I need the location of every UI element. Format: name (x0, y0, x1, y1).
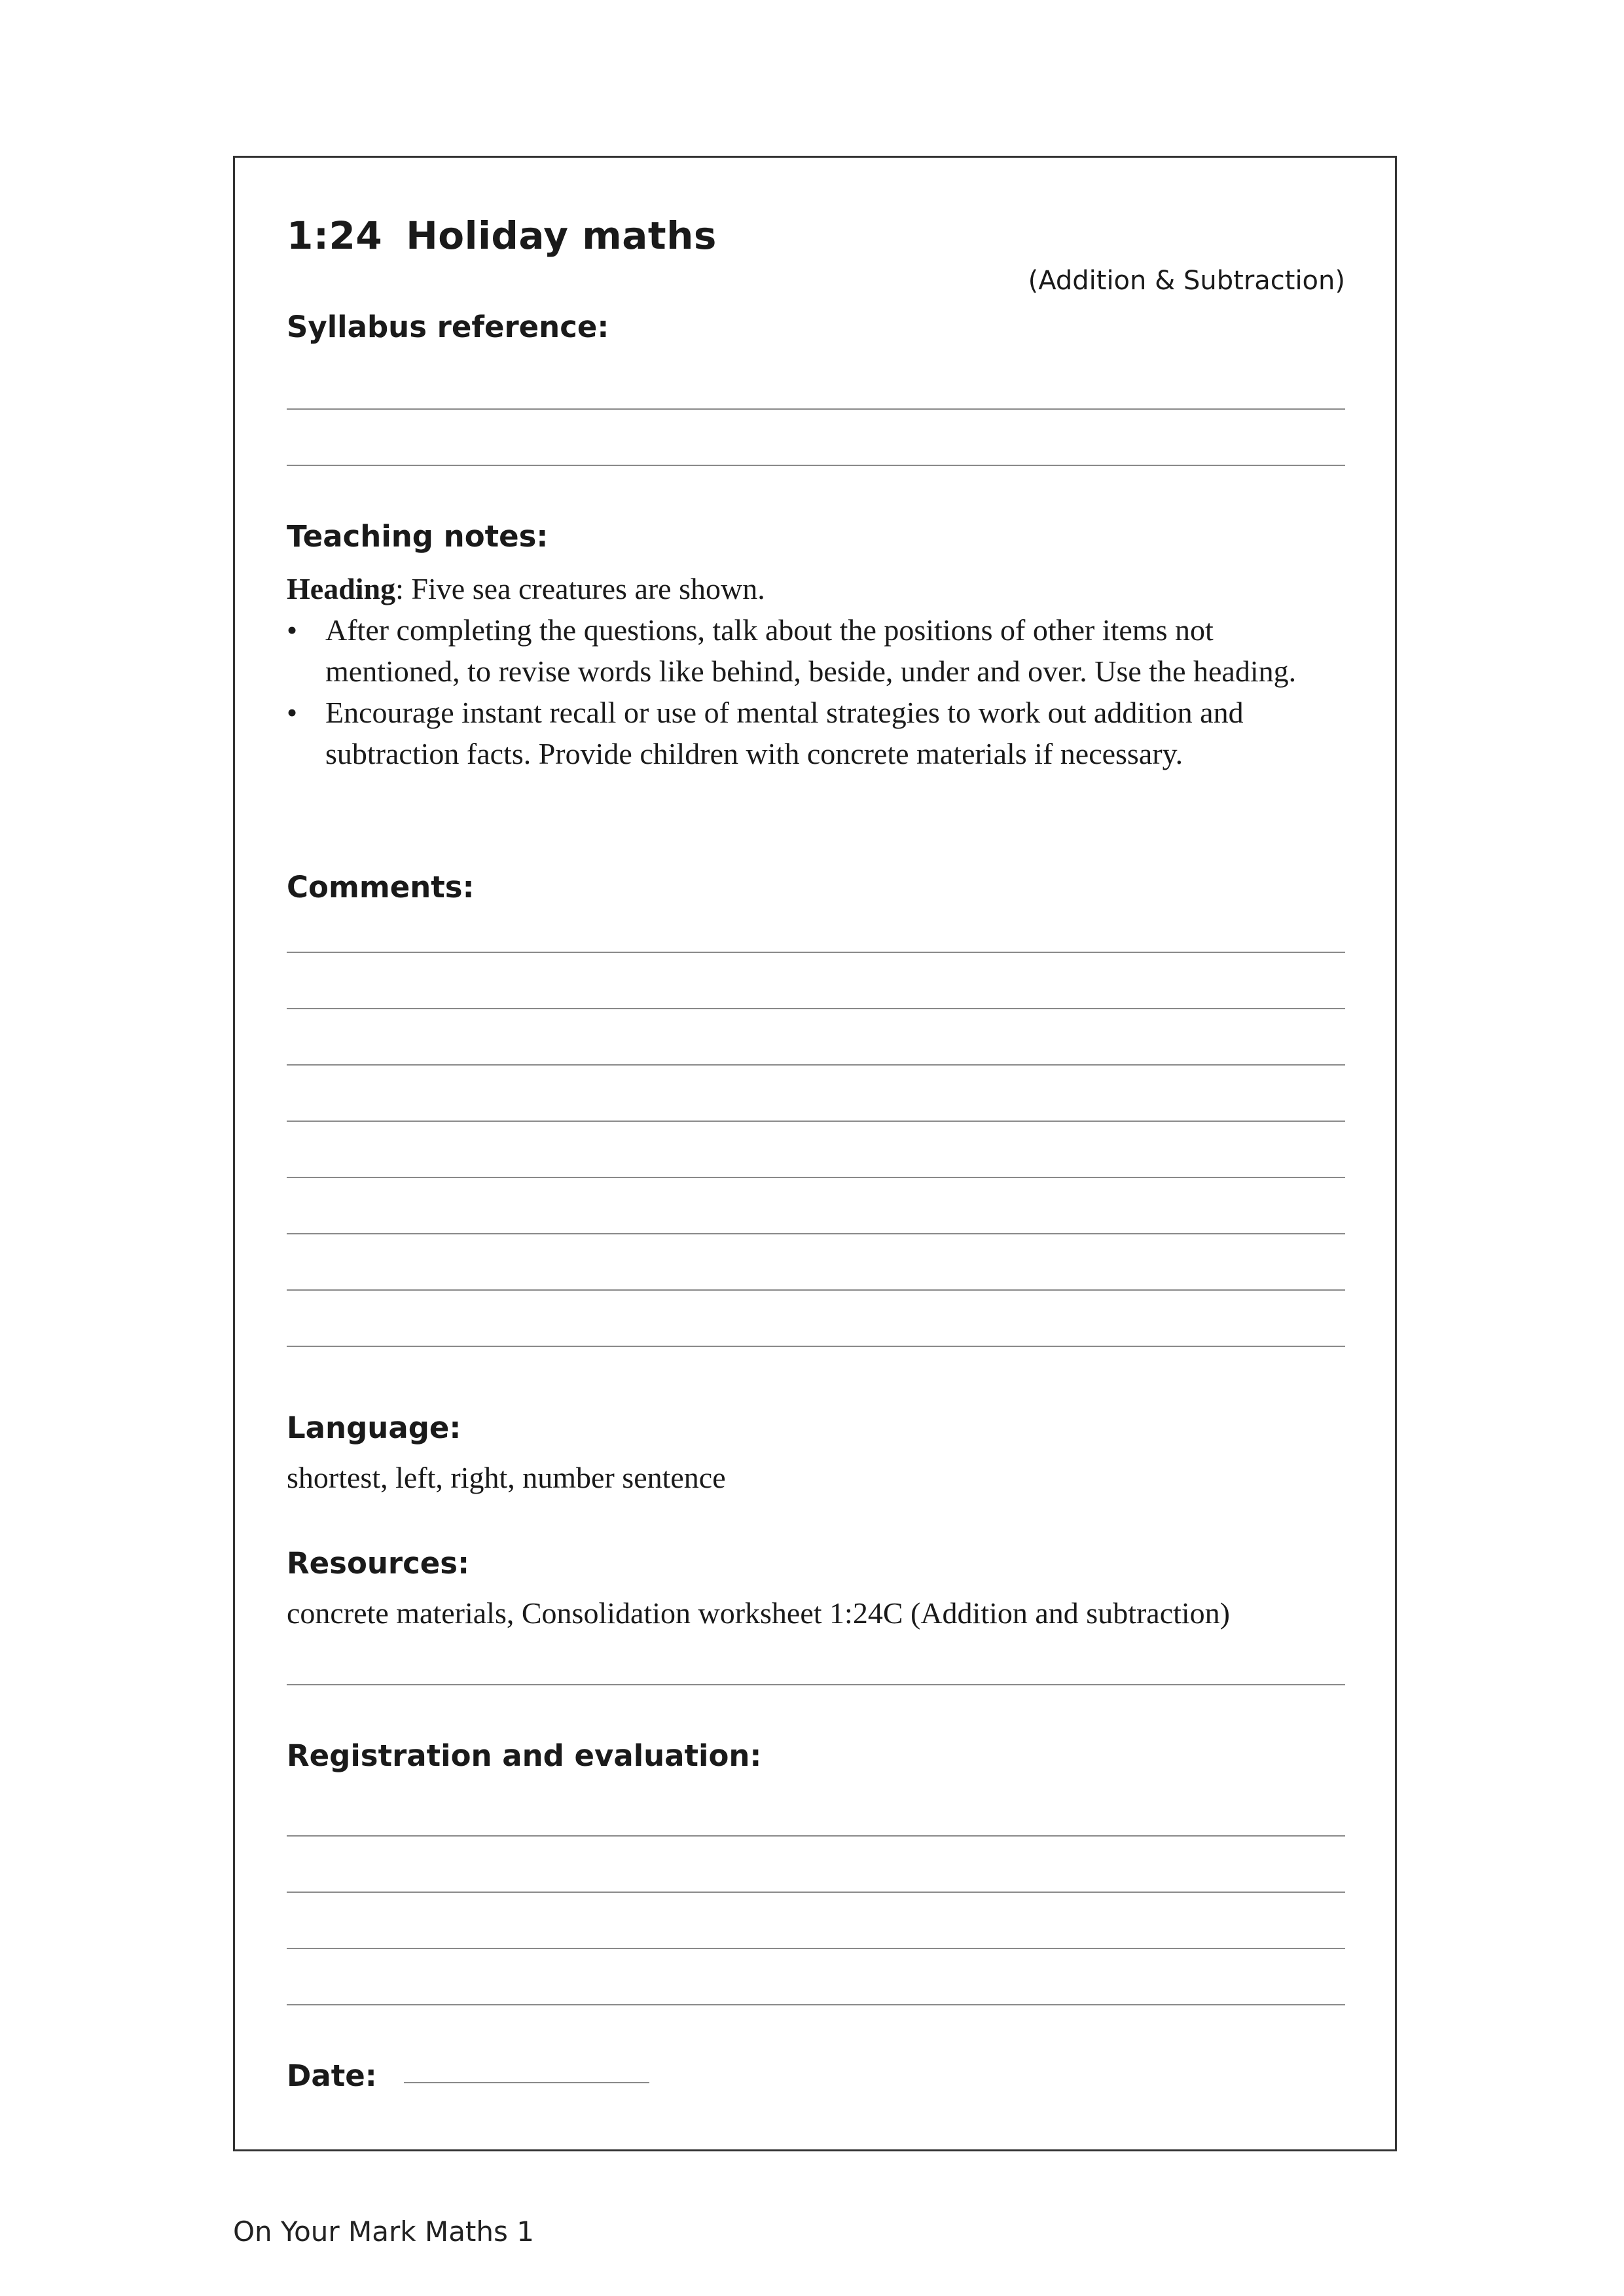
page-footer: On Your Mark Maths 1 (233, 2215, 534, 2248)
comments-heading: Comments: (287, 870, 475, 905)
list-item (287, 692, 1345, 774)
language-text: shortest, left, right, number sentence (287, 1461, 726, 1494)
date-writing-line[interactable] (404, 2082, 649, 2083)
list-item (287, 609, 1345, 692)
language-heading: Language: (287, 1410, 461, 1445)
bullet-icon: • (287, 613, 298, 647)
resources-text: concrete materials, Consolidation worksheet 1:24C (Addition and subtraction) (287, 1596, 1231, 1630)
teaching-notes-body (287, 568, 1345, 774)
list-item-text: After completing the questions, talk about the positions of other items not mentioned, to revise words like behind, beside, under and over. Use the heading. (325, 613, 1297, 688)
registration-writing-line[interactable] (287, 2004, 1345, 2005)
bullet-icon: • (287, 696, 298, 729)
comments-writing-line[interactable] (287, 1346, 1345, 1347)
lesson-plan-content (287, 158, 1345, 2149)
lesson-plan-frame (233, 156, 1397, 2151)
comments-writing-line[interactable] (287, 1121, 1345, 1122)
registration-writing-line[interactable] (287, 1835, 1345, 1837)
resources-writing-line[interactable] (287, 1684, 1345, 1685)
page-title (287, 213, 717, 258)
registration-writing-line[interactable] (287, 1892, 1345, 1893)
comments-writing-line[interactable] (287, 1064, 1345, 1066)
registration-evaluation-heading: Registration and evaluation: (287, 1738, 762, 1773)
lesson-number: 1:24 (287, 213, 383, 258)
heading-description: : Five sea creatures are shown. (395, 572, 765, 605)
syllabus-writing-line[interactable] (287, 465, 1345, 466)
comments-writing-line[interactable] (287, 1177, 1345, 1178)
teaching-notes-heading: Teaching notes: (287, 519, 549, 554)
lesson-topic: (Addition & Subtraction) (1028, 266, 1345, 296)
teaching-notes-list (287, 609, 1345, 774)
comments-writing-line[interactable] (287, 1008, 1345, 1009)
date-label: Date: (287, 2058, 377, 2093)
syllabus-writing-line[interactable] (287, 408, 1345, 410)
lesson-title: Holiday maths (406, 213, 717, 258)
heading-term: Heading (287, 572, 396, 605)
comments-writing-line[interactable] (287, 1233, 1345, 1234)
list-item-text: Encourage instant recall or use of mental strategies to work out addition and subtraction facts. Provide children with concrete materials if necessary. (325, 696, 1244, 770)
comments-writing-line[interactable] (287, 1289, 1345, 1291)
resources-heading: Resources: (287, 1546, 470, 1581)
syllabus-reference-heading: Syllabus reference: (287, 310, 609, 344)
comments-writing-line[interactable] (287, 952, 1345, 953)
registration-writing-line[interactable] (287, 1948, 1345, 1949)
teaching-notes-heading-line (287, 568, 1345, 609)
